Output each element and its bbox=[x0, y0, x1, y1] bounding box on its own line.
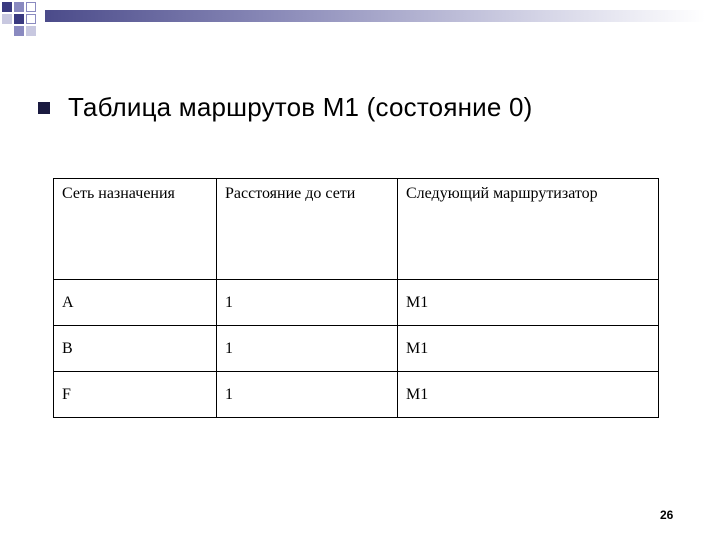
cell-network: B bbox=[54, 326, 217, 372]
cell-distance: 1 bbox=[217, 280, 398, 326]
cell-next-router: M1 bbox=[398, 372, 659, 418]
decor-square bbox=[14, 26, 24, 36]
page-number: 26 bbox=[660, 508, 674, 522]
decor-square bbox=[14, 2, 24, 12]
cell-distance: 1 bbox=[217, 372, 398, 418]
routing-table bbox=[53, 178, 659, 418]
decor-square bbox=[26, 26, 36, 36]
table-row bbox=[54, 372, 659, 418]
decor-square bbox=[14, 14, 24, 24]
table-row bbox=[54, 326, 659, 372]
header-distance: Расстояние до сети bbox=[217, 179, 398, 280]
cell-next-router: M1 bbox=[398, 280, 659, 326]
cell-distance: 1 bbox=[217, 326, 398, 372]
cell-next-router: M1 bbox=[398, 326, 659, 372]
table-row bbox=[54, 280, 659, 326]
header-destination-network: Сеть назначения bbox=[54, 179, 217, 280]
decor-square bbox=[2, 14, 12, 24]
cell-network: F bbox=[54, 372, 217, 418]
decor-square bbox=[2, 2, 12, 12]
decor-square bbox=[26, 14, 36, 24]
decorative-header bbox=[0, 0, 720, 40]
decor-gradient-bar bbox=[45, 10, 705, 22]
table-header-row bbox=[54, 179, 659, 280]
header-next-router: Следующий маршрутизатор bbox=[398, 179, 659, 280]
cell-network: A bbox=[54, 280, 217, 326]
slide-title: Таблица маршрутов М1 (состояние 0) bbox=[68, 92, 533, 122]
decor-square bbox=[26, 2, 36, 12]
bullet-square-icon bbox=[38, 102, 50, 114]
title-row bbox=[38, 92, 533, 123]
